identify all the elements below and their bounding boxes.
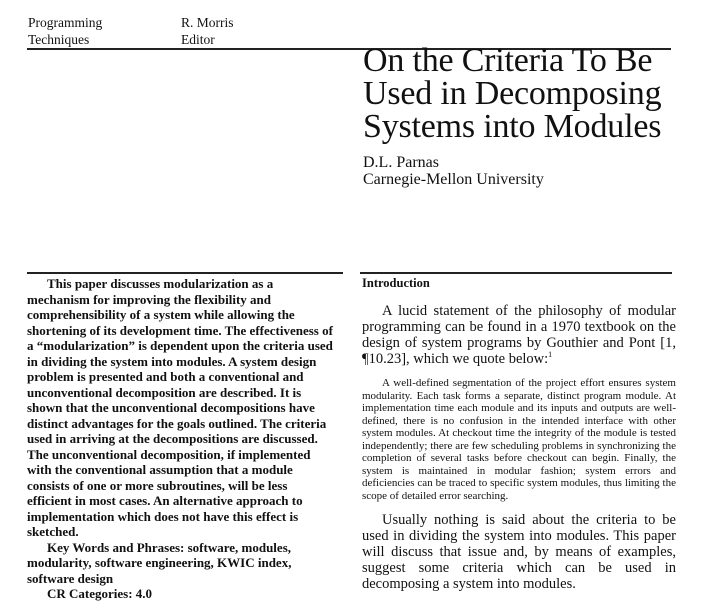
title-line-2: Used in Decomposing [363,75,662,112]
keywords: Key Words and Phrases: software, modules, modularity, software engineering, KWIC index, software design [27,539,292,586]
title-line-1: On the Criteria To Be [363,42,653,79]
introduction-body [362,303,676,592]
editor-name: R. Morris [181,15,234,30]
intro-divider [360,272,672,274]
author-name: D.L. Parnas [363,154,439,171]
quote-text: A well-defined segmentation of the project effort ensures system modularity. Each task forms a separate, distinct program module. At implementation time each module and its inputs and outputs are well-defined, there is no confusion in the intended interface with other system modules. At checkout time the integrity of the module is tested independently; there are few scheduling problems in synchronizing the completion of several tasks before checkout can begin. Finally, the system is maintained in modular fashion; system errors and deficiencies can be traced to specific system modules, thus limiting the scope of detailed error searching. [362,377,676,502]
paper-title [363,44,661,143]
intro-paragraph-1-text: A lucid statement of the philosophy of modular programming can be found in a 1970 textbook on the design of system programs by Gouthier and Pont [1, ¶10.23], which we quote below: [362,303,676,367]
section-line-2: Techniques [28,32,90,47]
section-heading-introduction: Introduction [362,276,430,290]
intro-paragraph-2: Usually nothing is said about the criteria to be used in dividing the system into modules. This paper will discuss that issue and, by means of examples, suggest some criteria which can be used in decomposing a system into modules. [362,512,676,592]
section-line-1: Programming [28,15,103,30]
editor-role: Editor [181,32,215,47]
editor-credit [181,14,234,48]
abstract-body: This paper discusses modularization as a mechanism for improving the flexibility and comprehensibility of a system while allowing the shortening of its development time. The effectiveness of a “modularization” is dependent upon the criteria used in dividing the system into modules. A system design problem is presented and both a conventional and unconventional decomposition are described. It is shown that the unconventional decompositions have distinct advantages for the goals outlined. The criteria used in arriving at the decompositions are discussed. The unconventional decomposition, if implemented with the conventional assumption that a module consists of one or more subroutines, will be less efficient in most cases. An alternative approach to implementation which does not have this effect is sketched. [27,276,333,539]
abstract-divider [27,272,343,274]
abstract [27,276,335,602]
title-line-3: Systems into Modules [363,108,662,145]
author-block [363,154,544,188]
block-quote [362,377,676,502]
footnote-marker: 1 [548,350,553,360]
journal-section [28,14,102,48]
author-affiliation: Carnegie-Mellon University [363,171,544,188]
cr-categories: CR Categories: 4.0 [47,586,153,601]
intro-paragraph-1 [362,303,676,367]
